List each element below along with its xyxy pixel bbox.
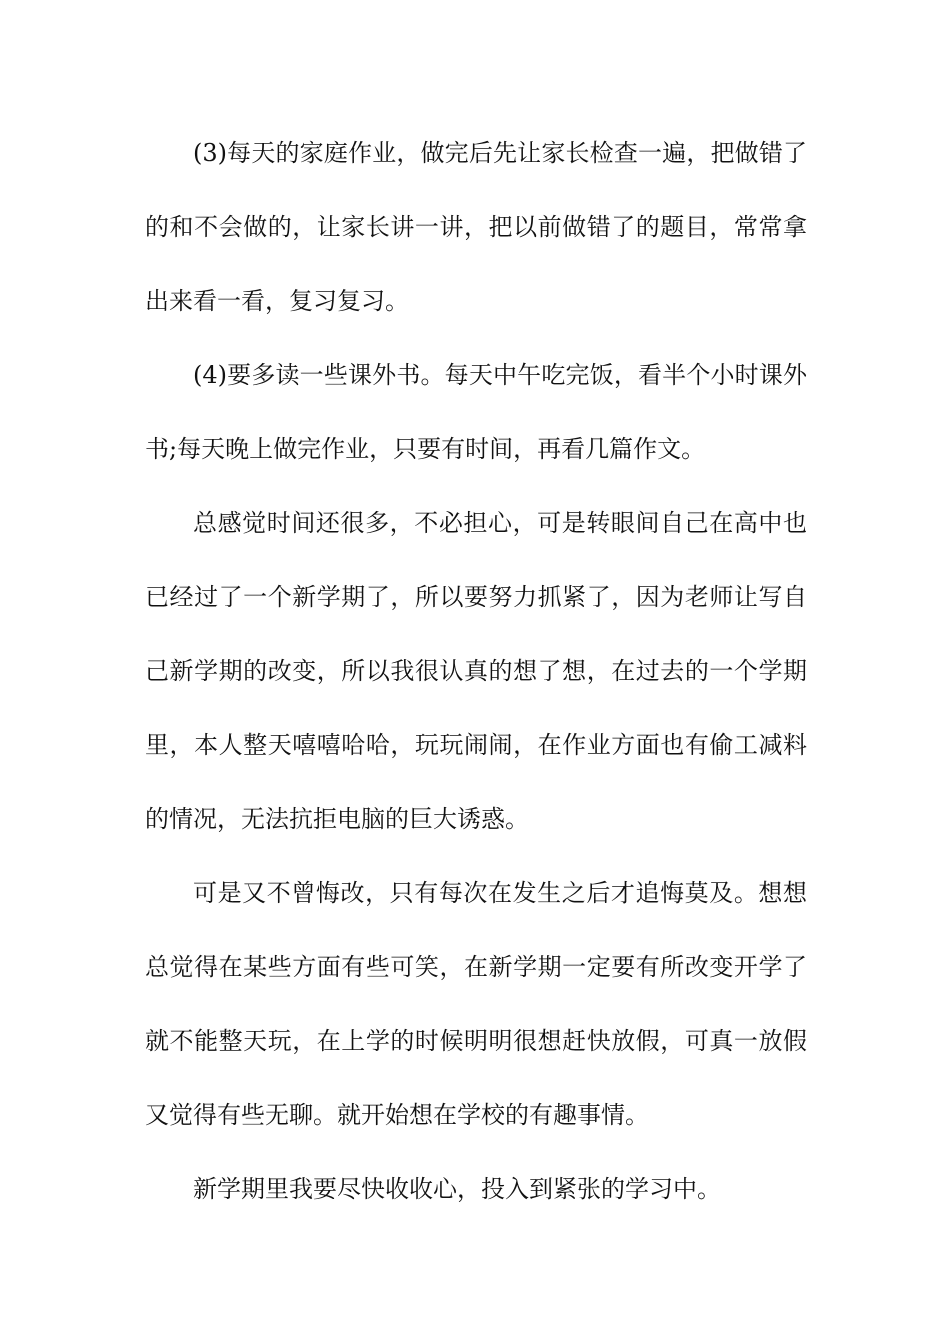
paragraph-semester-reflection: 总感觉时间还很多，不必担心，可是转眼间自己在高中也已经过了一个新学期了，所以要努力抓紧了，因为老师让写自己新学期的改变，所以我很认真的想了想，在过去的一个学期里，本人整天嘻嘻哈哈，玩玩闹闹，在作业方面也有偷工减料的情况，无法抗拒电脑的巨大诱惑。 bbox=[145, 509, 807, 833]
paragraph-regret-change: 可是又不曾悔改，只有每次在发生之后才追悔莫及。想想总觉得在某些方面有些可笑，在新学期一定要有所改变开学了就不能整天玩，在上学的时候明明很想赶快放假，可真一放假又觉得有些无聊。就开始想在学校的有趣事情。 bbox=[145, 879, 807, 1129]
paragraph-resolution: 新学期里我要尽快收收心，投入到紧张的学习中。 bbox=[193, 1175, 721, 1203]
document-body bbox=[145, 116, 807, 1226]
paragraph-homework-check: (3)每天的家庭作业，做完后先让家长检查一遍，把做错了的和不会做的，让家长讲一讲，把以前做错了的题目，常常拿出来看一看，复习复习。 bbox=[145, 139, 807, 315]
paragraph-extra-reading: (4)要多读一些课外书。每天中午吃完饭，看半个小时课外书;每天晚上做完作业，只要有时间，再看几篇作文。 bbox=[145, 361, 807, 463]
